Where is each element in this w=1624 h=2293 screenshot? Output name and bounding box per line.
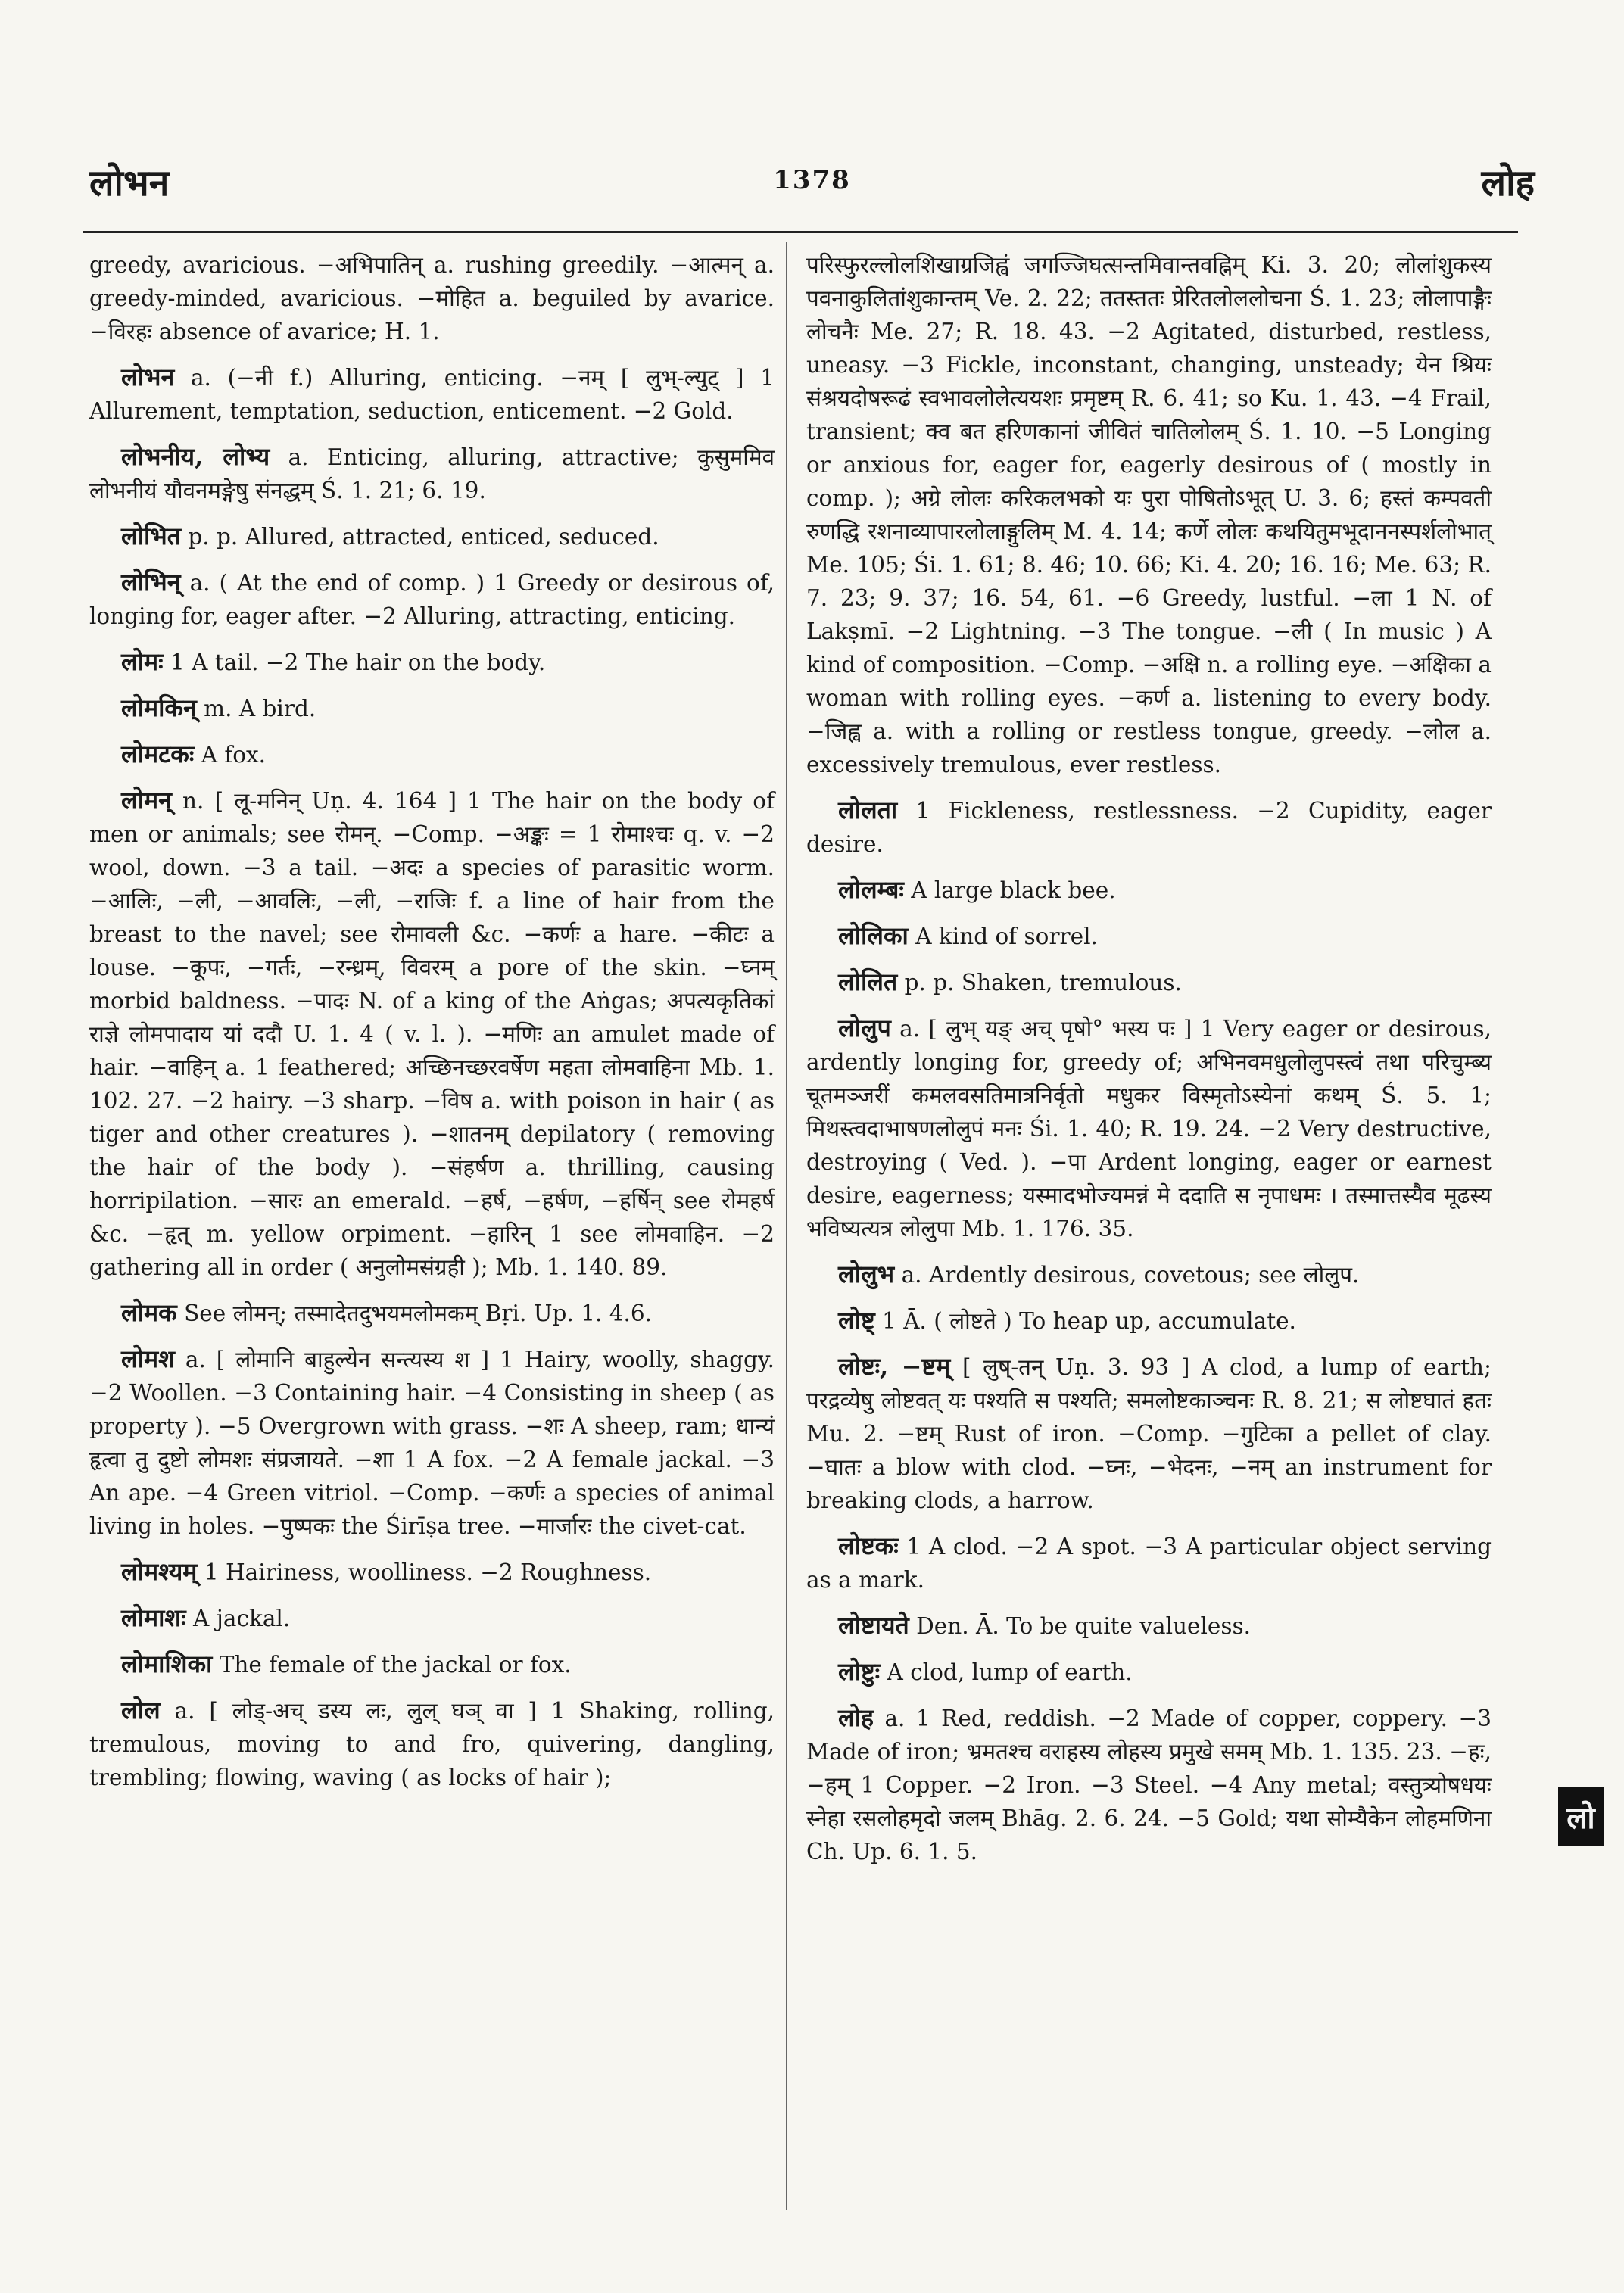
entry-definition: 1 Hairiness, woolliness. −2 Roughness. — [204, 1559, 652, 1585]
dictionary-entry — [806, 1304, 1492, 1338]
dictionary-entry — [806, 1701, 1492, 1868]
dictionary-entry — [89, 565, 775, 633]
right-column — [806, 248, 1492, 1880]
dictionary-entry — [806, 1257, 1492, 1291]
dictionary-entry — [89, 1296, 775, 1330]
entry-definition: 1 Ā. ( लोष्टते ) To heap up, accumulate. — [882, 1308, 1296, 1334]
entry-definition: a. [ लोड्-अच् डस्य लः, लुल् घञ् वा ] 1 Shaking, rolling, tremulous, moving to and fro, quivering, dangling, trembling; flowing, waving ( as locks of hair ); — [89, 1698, 775, 1790]
entry-definition: a. ( At the end of comp. ) 1 Greedy or desirous of, longing for, eager after. −2 Alluring, attracting, enticing. — [89, 570, 775, 629]
dictionary-entry — [89, 784, 775, 1284]
entry-headword: लोमाशः — [121, 1603, 186, 1632]
entry-definition: A jackal. — [193, 1606, 291, 1631]
entry-definition: See लोमन्; तस्मादेतदुभयमलोमकम् Bṛi. Up. 1. 4.6. — [184, 1301, 653, 1326]
entry-headword: लोष्टायते — [838, 1611, 909, 1640]
entry-definition: 1 A tail. −2 The hair on the body. — [170, 650, 546, 675]
entry-definition: a. Ardently desirous, covetous; see लोलुप. — [901, 1262, 1360, 1288]
dictionary-entry — [89, 1601, 775, 1635]
entry-definition: a. [ लोमानि बाहुल्येन सन्त्यस्य श ] 1 Hairy, woolly, shaggy. −2 Woollen. −3 Containing hair. −4 Consisting in sheep ( as property ). −5 Overgrown with grass. −शः A sheep, ram; धान्यं हृत्वा तु दुष्टो लोमशः संप्रजायते. −शा 1 A fox. −2 A female jackal. −3 An ape. −4 Green vitriol. −Comp. −कर्णः a species of animal living in holes. −पुष्पकः the Śirīṣa tree. −मार्जारः the civet-cat. — [89, 1347, 775, 1539]
entry-headword: लोभन — [121, 363, 175, 391]
dictionary-entry — [89, 360, 775, 428]
entry-headword: लोभनीय, लोभ्य — [121, 442, 270, 471]
entry-definition: m. A bird. — [204, 696, 316, 721]
entry-headword: लोलुभ — [838, 1260, 895, 1288]
entry-definition: 1 Fickleness, restlessness. −2 Cupidity, eager desire. — [806, 798, 1492, 857]
entry-definition: a. 1 Red, reddish. −2 Made of copper, coppery. −3 Made of iron; भ्रमतश्च वराहस्य लोहस्य प्रमुखे समम् Mb. 1. 135. 23. −हः, −हम् 1 Copper. −2 Iron. −3 Steel. −4 Any metal; वस्तुत्र्योषधयः स्नेहा रसलोहमृदो जलम् Bhāg. 2. 6. 24. −5 Gold; यथा सोम्यैकेन लोहमणिना Ch. Up. 6. 1. 5. — [806, 1706, 1492, 1865]
dictionary-entry — [806, 1655, 1492, 1689]
entry-headword: लोष्टः, −ष्टम् — [838, 1352, 951, 1381]
entry-headword: लोमक — [121, 1298, 177, 1327]
dictionary-entry — [806, 965, 1492, 999]
entry-headword: लोष्टकः — [838, 1531, 899, 1560]
dictionary-entry — [89, 1342, 775, 1543]
running-head-right: लोह — [1481, 162, 1535, 204]
entry-definition: p. p. Allured, attracted, enticed, seduced. — [188, 524, 659, 550]
entry-headword: लोल — [121, 1696, 161, 1724]
page-number: 1378 — [773, 165, 851, 195]
dictionary-entry — [806, 873, 1492, 907]
entry-definition: p. p. Shaken, tremulous. — [904, 970, 1182, 995]
dictionary-entry — [89, 737, 775, 771]
entry-definition: [ लुष्-तन् Uṇ. 3. 93 ] A clod, a lump of earth; परद्रव्येषु लोष्टवत् यः पश्यति स पश्यति; समलोष्टकाञ्चनः R. 8. 21; स लोष्टघातं हतः Mu. 2. −ष्टम् Rust of iron. −Comp. −गुटिका a pellet of clay. −घातः a blow with clod. −घ्नः, −भेदनः, −नम् an instrument for breaking clods, a harrow. — [806, 1354, 1492, 1513]
entry-definition: a. Enticing, alluring, attractive; कुसुममिव लोभनीयं यौवनमङ्गेषु संनद्धम् Ś. 1. 21; 6. 19. — [89, 444, 775, 503]
running-head-left: लोभन — [89, 162, 170, 204]
dictionary-entry — [89, 248, 775, 348]
entry-headword: लोभित — [121, 522, 182, 550]
entry-headword: लोलुप — [838, 1014, 891, 1042]
entry-headword: लोमश्यम् — [121, 1557, 198, 1586]
entry-headword: लोष्ट् — [838, 1306, 875, 1335]
entry-definition: परिस्फुरल्लोलशिखाग्रजिह्वं जगज्जिघत्सन्तमिवान्तवह्निम् Ki. 3. 20; लोलांशुकस्य पवनाकुलितांशुकान्तम् Ve. 2. 22; ततस्ततः प्रेरितलोललोचना Ś. 1. 23; लोलापाङ्गैः लोचनैः Me. 27; R. 18. 43. −2 Agitated, disturbed, restless, uneasy. −3 Fickle, inconstant, changing, unsteady; येन श्रियः संश्रयदोषरूढं स्वभावलोलेत्ययशः प्रमृष्टम् R. 6. 41; so Ku. 1. 43. −4 Frail, transient; क्व बत हरिणकानां जीवितं चातिलोलम् Ś. 1. 10. −5 Longing or anxious for, eager for, eagerly desirous of ( mostly in comp. ); अग्रे लोलः करिकलभको यः पुरा पोषितोऽभूत् U. 3. 6; हस्तं कम्पवती रुणद्धि रशनाव्यापारलोलाङ्गुलिम् M. 4. 14; कर्णे लोलः कथयितुमभूदाननस्पर्शलोभात् Me. 105; Śi. 1. 61; 8. 46; 10. 66; Ki. 4. 20; 16. 16; Me. 63; R. 7. 23; 9. 37; 16. 54, 61. −6 Greedy, lustful. −ला 1 N. of Lakṣmī. −2 Lightning. −3 The tongue. −ली ( In music ) A kind of composition. −Comp. −अक्षि n. a rolling eye. −अक्षिका a woman with rolling eyes. −कर्ण a. listening to every body. −जिह्व a. with a rolling or restless tongue, greedy. −लोल a. excessively tremulous, ever restless. — [806, 252, 1492, 777]
entry-headword: लोष्टुः — [838, 1657, 881, 1686]
dictionary-entry — [89, 691, 775, 725]
thumb-index-tab: लो — [1558, 1787, 1604, 1846]
entry-headword: लोलिका — [838, 921, 909, 950]
entry-definition: A fox. — [201, 742, 267, 768]
entry-headword: लोमश — [121, 1344, 175, 1373]
header-rule — [83, 231, 1518, 233]
entry-definition: n. [ लू-मनिन् Uṇ. 4. 164 ] 1 The hair on the body of men or animals; see रोमन्. −Comp. −अङ्कः = 1 रोमाश्चः q. v. −2 wool, down. −3 a tail. −अदः a species of parasitic worm. −आलिः, −ली, −आवलिः, −ली, −राजिः f. a line of hair from the breast to the navel; see रोमावली &c. −कर्णः a hare. −कीटः a louse. −कूपः, −गर्तः, −रन्ध्रम्, विवरम् a pore of the skin. −घ्नम् morbid baldness. −पादः N. of a king of the Aṅgas; अपत्यकृतिकां राज्ञे लोमपादाय यां ददौ U. 1. 4 ( v. l. ). −मणिः an amulet made of hair. −वाहिन् a. 1 feathered; अच्छिनच्छरवर्षेण महता लोमवाहिना Mb. 1. 102. 27. −2 hairy. −3 sharp. −विष a. with poison in hair ( as tiger and other creatures ). −शातनम् depilatory ( removing the hair of the body ). −संहर्षण a. thrilling, causing horripilation. −सारः an emerald. −हर्ष, −हर्षण, −हर्षिन् see रोमहर्ष &c. −हृत् m. yellow orpiment. −हारिन् 1 see लोमवाहिन. −2 gathering all in order ( अनुलोमसंग्रही ); Mb. 1. 140. 89. — [89, 788, 775, 1280]
dictionary-entry — [806, 248, 1492, 781]
entry-headword: लोमन् — [121, 786, 172, 815]
dictionary-entry — [89, 440, 775, 507]
entry-definition: The female of the jackal or fox. — [219, 1652, 572, 1678]
dictionary-entry — [806, 1011, 1492, 1245]
dictionary-entry — [806, 1529, 1492, 1597]
entry-headword: लोमकिन् — [121, 693, 197, 722]
entry-headword: लोलता — [838, 796, 898, 824]
entry-definition: a. [ लुभ् यङ् अच् पृषो° भस्य पः ] 1 Very eager or desirous, ardently longing for, greedy of; अभिनवमधुलोलुपस्त्वं तथा परिचुम्ब्य चूतमञ्जरीं कमलवसतिमात्रनिर्वृतो मधुकर विस्मृतोऽस्येनां कथम् Ś. 5. 1; मिथस्त्वदाभाषणलोलुपं मनः Śi. 1. 40; R. 19. 24. −2 Very destructive, destroying ( Ved. ). −पा Ardent longing, eager or earnest desire, eagerness; यस्मादभोज्यमन्नं मे ददाति स नृपाधमः । तस्मात्तस्यैव मूढस्य भविष्यत्यत्र लोलुपा Mb. 1. 176. 35. — [806, 1016, 1492, 1242]
entry-definition: A large black bee. — [911, 877, 1116, 903]
entry-definition: A kind of sorrel. — [915, 924, 1098, 949]
entry-headword: लोलम्बः — [838, 875, 904, 904]
entry-headword: लोमः — [121, 647, 164, 676]
entry-definition: 1 A clod. −2 A spot. −3 A particular object serving as a mark. — [806, 1534, 1492, 1593]
entry-definition: greedy, avaricious. −अभिपातिन् a. rushing greedily. −आत्मन् a. greedy-minded, avaricious. −मोहित a. beguiled by avarice. −विरहः absence of avarice; H. 1. — [89, 252, 775, 344]
dictionary-entry — [89, 645, 775, 679]
entry-headword: लोह — [838, 1703, 874, 1732]
left-column — [89, 248, 775, 1806]
entry-definition: a. (−नी f.) Alluring, enticing. −नम् [ लुभ्-ल्युट् ] 1 Allurement, temptation, seduction, enticement. −2 Gold. — [89, 365, 775, 424]
entry-headword: लोमटकः — [121, 740, 195, 768]
dictionary-entry — [806, 919, 1492, 953]
dictionary-entry — [806, 1609, 1492, 1643]
entry-definition: Den. Ā. To be quite valueless. — [916, 1613, 1252, 1639]
entry-headword: लोलित — [838, 967, 898, 996]
entry-headword: लोमाशिका — [121, 1650, 213, 1678]
dictionary-entry — [89, 1647, 775, 1681]
dictionary-entry — [806, 1350, 1492, 1517]
dictionary-entry — [89, 519, 775, 553]
entry-headword: लोभिन् — [121, 568, 181, 597]
column-divider — [786, 242, 787, 2210]
dictionary-entry — [89, 1693, 775, 1794]
dictionary-entry — [89, 1555, 775, 1589]
entry-definition: A clod, lump of earth. — [887, 1659, 1133, 1685]
dictionary-entry — [806, 793, 1492, 861]
